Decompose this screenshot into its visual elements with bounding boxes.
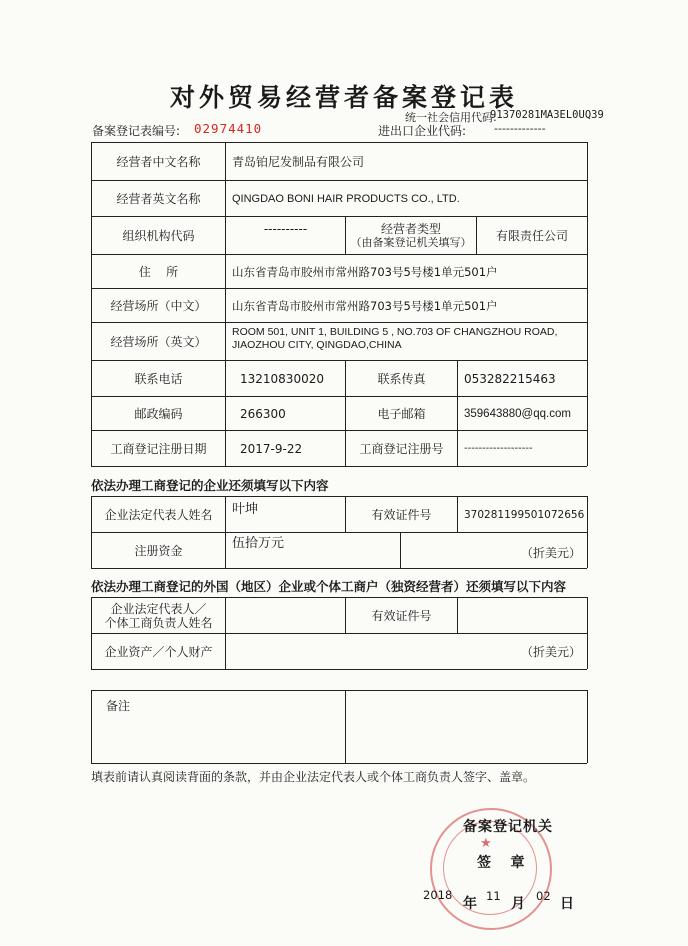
en-name: QINGDAO BONI HAIR PRODUCTS CO., LTD. (232, 192, 460, 205)
premises-en-label: 经营场所（英文） (110, 334, 207, 349)
zip: 266300 (240, 406, 286, 421)
section1-heading: 依法办理工商登记的企业还须填写以下内容 (91, 478, 329, 493)
date-year: 2018 (423, 888, 453, 902)
capital-usd-text: （折美元） (520, 546, 581, 560)
date-day-label: 日 (560, 896, 574, 912)
reg-no-label: 备案登记表编号: (92, 124, 181, 138)
rep-label-line1: 企业法定代表人／ (110, 601, 207, 616)
id-label: 有效证件号 (371, 507, 432, 522)
operator-type-label (346, 217, 476, 254)
date-year-label: 年 (463, 896, 477, 912)
section2-heading: 依法办理工商登记的外国（地区）企业或个体工商户（独资经营者）还须填写以下内容 (91, 579, 567, 594)
credit-code-label: 统一社会信用代码: (405, 111, 497, 124)
authority-label: 备案登记机关 (463, 819, 553, 835)
address: 山东省青岛市胶州市常州路703号5号楼1单元501户 (232, 264, 498, 279)
reg-date: 2017-9-22 (240, 441, 303, 456)
phone: 13210830020 (240, 371, 324, 386)
date-month-label: 月 (511, 896, 525, 912)
rep-label (92, 598, 225, 633)
premises-en-line1: ROOM 501, UNIT 1, BUILDING 5 , NO.703 OF CHANGZHOU ROAD, (232, 326, 558, 338)
form-title: 对外贸易经营者备案登记表 (169, 83, 518, 112)
premises-cn-label: 经营场所（中文） (110, 298, 207, 313)
email: 359643880@qq.com (464, 407, 571, 420)
date-day: 02 (536, 889, 551, 903)
capital: 伍拾万元 (232, 536, 285, 551)
phone-label: 联系电话 (134, 371, 183, 386)
assets-label: 企业资产／个人财产 (104, 644, 213, 659)
en-name-label: 经营者英文名称 (116, 191, 201, 206)
seal-label: 签 章 (477, 855, 525, 871)
fax: 053282215463 (464, 371, 556, 386)
id-number: 370281199501072656 (464, 508, 585, 521)
cn-name-label: 经营者中文名称 (116, 154, 201, 169)
date-month: 11 (486, 889, 501, 903)
email-label: 电子邮箱 (377, 406, 426, 421)
premises-en-line2: JIAOZHOU CITY, QINGDAO,CHINA (232, 339, 402, 351)
address-label: 住 所 (138, 264, 179, 279)
capital-label: 注册资金 (134, 543, 183, 558)
fax-label: 联系传真 (377, 371, 426, 386)
seal-star: ★ (480, 836, 492, 851)
reg-no: 02974410 (194, 121, 263, 136)
reg-date-label: 工商登记注册日期 (110, 441, 207, 456)
rep-label-line2: 个体工商负责人姓名 (104, 615, 213, 630)
legal-rep-label: 企业法定代表人姓名 (104, 507, 213, 522)
remarks-label: 备注 (106, 699, 131, 713)
premises-cn: 山东省青岛市胶州市常州路703号5号楼1单元501户 (232, 298, 498, 313)
cn-name: 青岛铂尼发制品有限公司 (232, 154, 365, 169)
operator-type-label-line1: 经营者类型 (380, 221, 441, 236)
premises-en (226, 323, 587, 363)
credit-code: 91370281MA3EL0UQ39 (490, 109, 604, 121)
footer-note: 填表前请认真阅读背面的条款，并由企业法定代表人或个体工商负责人签字、盖章。 (91, 770, 536, 784)
ie-code: ------------- (494, 122, 546, 135)
ie-code-label: 进出口企业代码: (378, 124, 467, 138)
reg-num-label: 工商登记注册号 (359, 441, 444, 456)
assets-usd-note: （折美元） (520, 644, 581, 659)
zip-label: 邮政编码 (134, 406, 183, 421)
org-code-label: 组织机构代码 (122, 228, 195, 243)
legal-rep: 叶坤 (232, 502, 259, 517)
operator-type: 有限责任公司 (495, 228, 568, 243)
operator-type-label-line2: （由备案登记机关填写） (350, 235, 472, 249)
reg-num: ------------------- (464, 442, 533, 454)
capital-usd-note (401, 533, 587, 568)
section2-id-label: 有效证件号 (371, 608, 432, 623)
org-code: ---------- (263, 222, 308, 236)
